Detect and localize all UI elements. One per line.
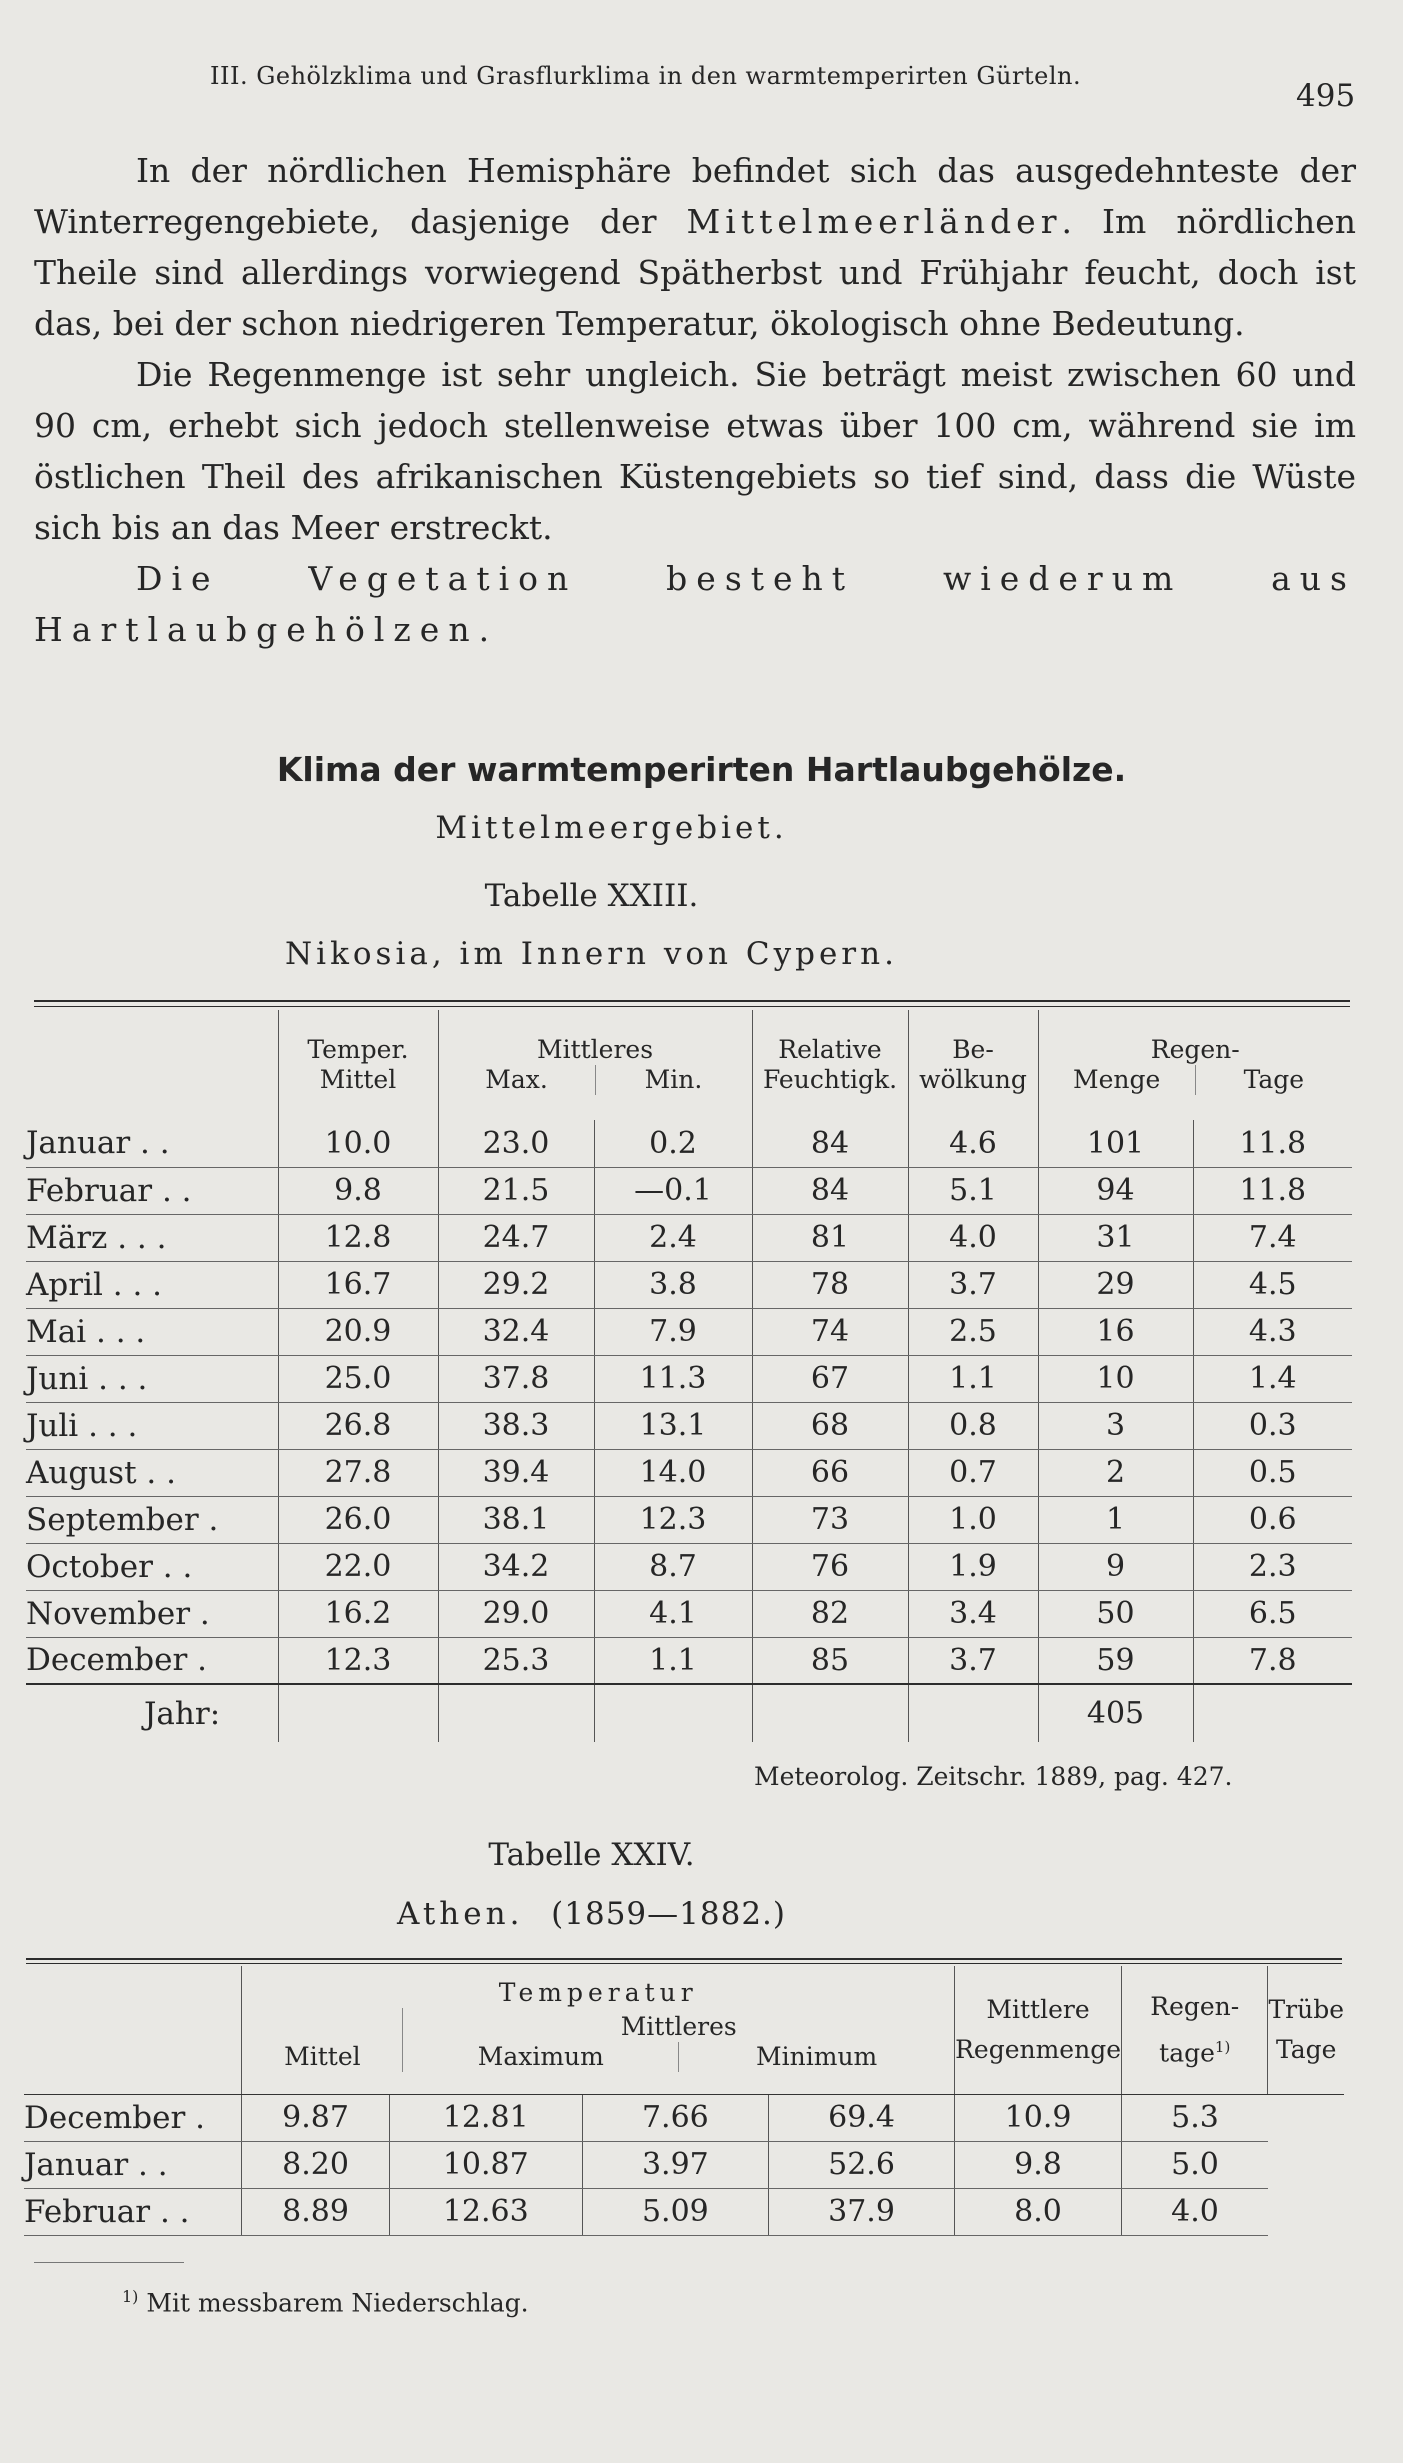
cell-menge: 1 <box>1038 1496 1193 1543</box>
cell-feucht: 81 <box>752 1214 908 1261</box>
cell-mittel: 12.8 <box>278 1214 438 1261</box>
cell-max: 38.1 <box>438 1496 594 1543</box>
page-number: 495 <box>1296 78 1356 114</box>
table-row <box>26 1449 1352 1496</box>
row-month: Juni . . . <box>26 1355 278 1402</box>
cell-bew: 0.8 <box>908 1402 1038 1449</box>
cell-mittel: 9.8 <box>278 1167 438 1214</box>
cell-tage: 0.3 <box>1193 1402 1352 1449</box>
cell-feucht: 85 <box>752 1637 908 1684</box>
cell-max: 10.87 <box>389 2141 582 2188</box>
cell-menge: 59 <box>1038 1637 1193 1684</box>
row-month: Februar . . <box>24 2188 242 2235</box>
cell-feucht: 76 <box>752 1543 908 1590</box>
table-row <box>24 2141 1344 2188</box>
footnote: $^{1)}$ Mit messbarem Niederschlag. <box>122 2287 529 2318</box>
table-row <box>24 2188 1344 2235</box>
table-row <box>26 1214 1352 1261</box>
row-month: Mai . . . <box>26 1308 278 1355</box>
cell-tage: 4.3 <box>1193 1308 1352 1355</box>
cell-tage: 7.4 <box>1193 1214 1352 1261</box>
cell-menge: 94 <box>1038 1167 1193 1214</box>
cell-feucht: 68 <box>752 1402 908 1449</box>
row-month: April . . . <box>26 1261 278 1308</box>
running-head: III. Gehölzklima und Grasflurklima in den warmtemperirten Gürteln. <box>210 62 1082 90</box>
table23-top-rule <box>34 1000 1350 1002</box>
row-month: October . . <box>26 1543 278 1590</box>
cell-mittel: 12.3 <box>278 1637 438 1684</box>
cell-min: 4.1 <box>594 1590 752 1637</box>
row-month: December . <box>26 1637 278 1684</box>
region-heading: Mittelmeergebiet. <box>435 810 788 846</box>
cell-tage: 0.6 <box>1193 1496 1352 1543</box>
row-month: December . <box>24 2094 242 2141</box>
cell-max: 39.4 <box>438 1449 594 1496</box>
cell-max: 12.81 <box>389 2094 582 2141</box>
cell-max: 37.8 <box>438 1355 594 1402</box>
cell-feucht: 84 <box>752 1120 908 1167</box>
table-row <box>26 1402 1352 1449</box>
table-row <box>26 1308 1352 1355</box>
cell-tage: 9.8 <box>955 2141 1122 2188</box>
cell-max: 24.7 <box>438 1214 594 1261</box>
cell-regen: 69.4 <box>768 2094 954 2141</box>
cell-max: 29.0 <box>438 1590 594 1637</box>
row-month: Februar . . <box>26 1167 278 1214</box>
cell-menge: 9 <box>1038 1543 1193 1590</box>
col-temper: Temper. Mittel <box>278 1010 438 1120</box>
cell-bew: 3.7 <box>908 1637 1038 1684</box>
cell-feucht: 73 <box>752 1496 908 1543</box>
cell-bew: 4.6 <box>908 1120 1038 1167</box>
cell-menge: 10 <box>1038 1355 1193 1402</box>
table24-top-rule-thin <box>26 1963 1342 1964</box>
cell-max: 32.4 <box>438 1308 594 1355</box>
cell-menge: 16 <box>1038 1308 1193 1355</box>
cell-tage: 8.0 <box>955 2188 1122 2235</box>
cell-max: 23.0 <box>438 1120 594 1167</box>
cell-tage: 1.4 <box>1193 1355 1352 1402</box>
cell-min: 12.3 <box>594 1496 752 1543</box>
body-text <box>34 145 1356 655</box>
table23-location: Nikosia, im Innern von Cypern. <box>285 936 898 972</box>
cell-truebe: 5.0 <box>1122 2141 1268 2188</box>
cell-feucht: 74 <box>752 1308 908 1355</box>
cell-mittel: 26.8 <box>278 1402 438 1449</box>
cell-tage: 10.9 <box>955 2094 1122 2141</box>
cell-menge: 101 <box>1038 1120 1193 1167</box>
cell-bew: 1.1 <box>908 1355 1038 1402</box>
table24-label: Tabelle XXIV. <box>488 1837 695 1873</box>
cell-min: 2.4 <box>594 1214 752 1261</box>
cell-mittel: 27.8 <box>278 1449 438 1496</box>
row-month: Juli . . . <box>26 1402 278 1449</box>
cell-bew: 1.0 <box>908 1496 1038 1543</box>
cell-min: 5.09 <box>582 2188 768 2235</box>
cell-max: 25.3 <box>438 1637 594 1684</box>
row-month: November . <box>26 1590 278 1637</box>
row-month: August . . <box>26 1449 278 1496</box>
table23-top-rule-thin <box>34 1006 1350 1007</box>
col-regentage: Regen- tage$^{1)}$ <box>1122 1966 1268 2094</box>
table23-body <box>26 1120 1352 1684</box>
cell-min: 7.9 <box>594 1308 752 1355</box>
row-month: September . <box>26 1496 278 1543</box>
cell-tage: 7.8 <box>1193 1637 1352 1684</box>
row-month: Januar . . <box>26 1120 278 1167</box>
table-row <box>26 1637 1352 1684</box>
cell-min: 3.8 <box>594 1261 752 1308</box>
cell-truebe: 4.0 <box>1122 2188 1268 2235</box>
table23 <box>26 1010 1352 1742</box>
cell-feucht: 82 <box>752 1590 908 1637</box>
cell-menge: 31 <box>1038 1214 1193 1261</box>
row-month: März . . . <box>26 1214 278 1261</box>
table-row <box>26 1496 1352 1543</box>
table-row <box>24 2094 1344 2141</box>
cell-regen: 37.9 <box>768 2188 954 2235</box>
table23-source: Meteorolog. Zeitschr. 1889, pag. 427. <box>754 1762 1233 1791</box>
cell-tage: 2.3 <box>1193 1543 1352 1590</box>
cell-min: 14.0 <box>594 1449 752 1496</box>
col-truebe-tage: Trübe Tage <box>1268 1966 1344 2094</box>
total-regenmenge: 405 <box>1038 1684 1193 1742</box>
cell-mittel: 26.0 <box>278 1496 438 1543</box>
cell-feucht: 66 <box>752 1449 908 1496</box>
table-row <box>26 1167 1352 1214</box>
cell-max: 34.2 <box>438 1543 594 1590</box>
cell-min: 11.3 <box>594 1355 752 1402</box>
table-row <box>26 1543 1352 1590</box>
cell-min: 7.66 <box>582 2094 768 2141</box>
cell-feucht: 84 <box>752 1167 908 1214</box>
cell-mittel: 22.0 <box>278 1543 438 1590</box>
cell-bew: 3.7 <box>908 1261 1038 1308</box>
cell-min: —0.1 <box>594 1167 752 1214</box>
cell-menge: 3 <box>1038 1402 1193 1449</box>
cell-bew: 2.5 <box>908 1308 1038 1355</box>
cell-tage: 11.8 <box>1193 1167 1352 1214</box>
cell-menge: 29 <box>1038 1261 1193 1308</box>
table23-header <box>26 1010 1352 1120</box>
emphasis-mittelmeerlaender: Mittelmeerländer <box>686 202 1062 241</box>
col-regen: Regen- Menge Tage <box>1038 1010 1352 1120</box>
cell-max: 21.5 <box>438 1167 594 1214</box>
cell-max: 29.2 <box>438 1261 594 1308</box>
cell-menge: 50 <box>1038 1590 1193 1637</box>
paragraph-2: Die Regenmenge ist sehr ungleich. Sie beträgt meist zwischen 60 und 90 cm, erhebt sich jedoch stellenweise etwas über 100 cm, während sie im östlichen Theil des afrikanischen Küstengebiets so tief sind, dass die Wüste sich bis an das Meer erstreckt. <box>34 355 1356 547</box>
cell-tage: 0.5 <box>1193 1449 1352 1496</box>
table-row <box>26 1355 1352 1402</box>
table24-top-rule <box>26 1958 1342 1960</box>
cell-min: 13.1 <box>594 1402 752 1449</box>
cell-bew: 3.4 <box>908 1590 1038 1637</box>
cell-mittel: 9.87 <box>242 2094 389 2141</box>
cell-mittel: 20.9 <box>278 1308 438 1355</box>
cell-mittel: 8.89 <box>242 2188 389 2235</box>
table23-total-row <box>26 1684 1352 1742</box>
total-label: Jahr: <box>26 1684 278 1742</box>
cell-min: 0.2 <box>594 1120 752 1167</box>
paragraph-1: In der nördlichen Hemisphäre befindet sich das ausgedehnteste der Winterregengebiete, dasjenige der Mittelmeerländer. Im nördlichen Theile sind allerdings vorwiegend Spätherbst und Frühjahr feucht, doch ist das, bei der schon niedrigeren Temperatur, ökologisch ohne Bedeutung. <box>34 151 1356 343</box>
cell-truebe: 5.3 <box>1122 2094 1268 2141</box>
cell-max: 38.3 <box>438 1402 594 1449</box>
table24 <box>24 1966 1344 2236</box>
cell-regen: 52.6 <box>768 2141 954 2188</box>
cell-mittel: 25.0 <box>278 1355 438 1402</box>
table24-location: Athen. (1859—1882.) <box>397 1896 786 1932</box>
table24-body <box>24 2094 1344 2235</box>
table23-label: Tabelle XXIII. <box>484 878 699 914</box>
cell-mittel: 16.7 <box>278 1261 438 1308</box>
col-bewoelkung: Be- wölkung <box>908 1010 1038 1120</box>
cell-max: 12.63 <box>389 2188 582 2235</box>
cell-min: 8.7 <box>594 1543 752 1590</box>
cell-mittel: 16.2 <box>278 1590 438 1637</box>
col-temperatur: Temperatur Mittel Mittleres Maximum Minimum <box>242 1966 955 2094</box>
cell-tage: 11.8 <box>1193 1120 1352 1167</box>
table24-header <box>24 1966 1344 2094</box>
footnote-rule <box>34 2262 184 2263</box>
col-regenmenge: Mittlere Regenmenge <box>955 1966 1122 2094</box>
main-heading: Klima der warmtemperirten Hartlaubgehölze. <box>276 750 1127 789</box>
table-row <box>26 1590 1352 1637</box>
col-feuchtigkeit: Relative Feuchtigk. <box>752 1010 908 1120</box>
cell-feucht: 78 <box>752 1261 908 1308</box>
cell-bew: 0.7 <box>908 1449 1038 1496</box>
cell-feucht: 67 <box>752 1355 908 1402</box>
cell-tage: 6.5 <box>1193 1590 1352 1637</box>
cell-menge: 2 <box>1038 1449 1193 1496</box>
cell-mittel: 10.0 <box>278 1120 438 1167</box>
paragraph-3: Die Vegetation besteht wiederum aus Hartlaubgehölzen. <box>34 559 1356 649</box>
cell-min: 3.97 <box>582 2141 768 2188</box>
row-month: Januar . . <box>24 2141 242 2188</box>
table-row <box>26 1120 1352 1167</box>
cell-mittel: 8.20 <box>242 2141 389 2188</box>
cell-min: 1.1 <box>594 1637 752 1684</box>
table-row <box>26 1261 1352 1308</box>
col-mittleres: Mittleres Max. Min. <box>438 1010 752 1120</box>
cell-bew: 1.9 <box>908 1543 1038 1590</box>
cell-bew: 5.1 <box>908 1167 1038 1214</box>
cell-tage: 4.5 <box>1193 1261 1352 1308</box>
cell-bew: 4.0 <box>908 1214 1038 1261</box>
